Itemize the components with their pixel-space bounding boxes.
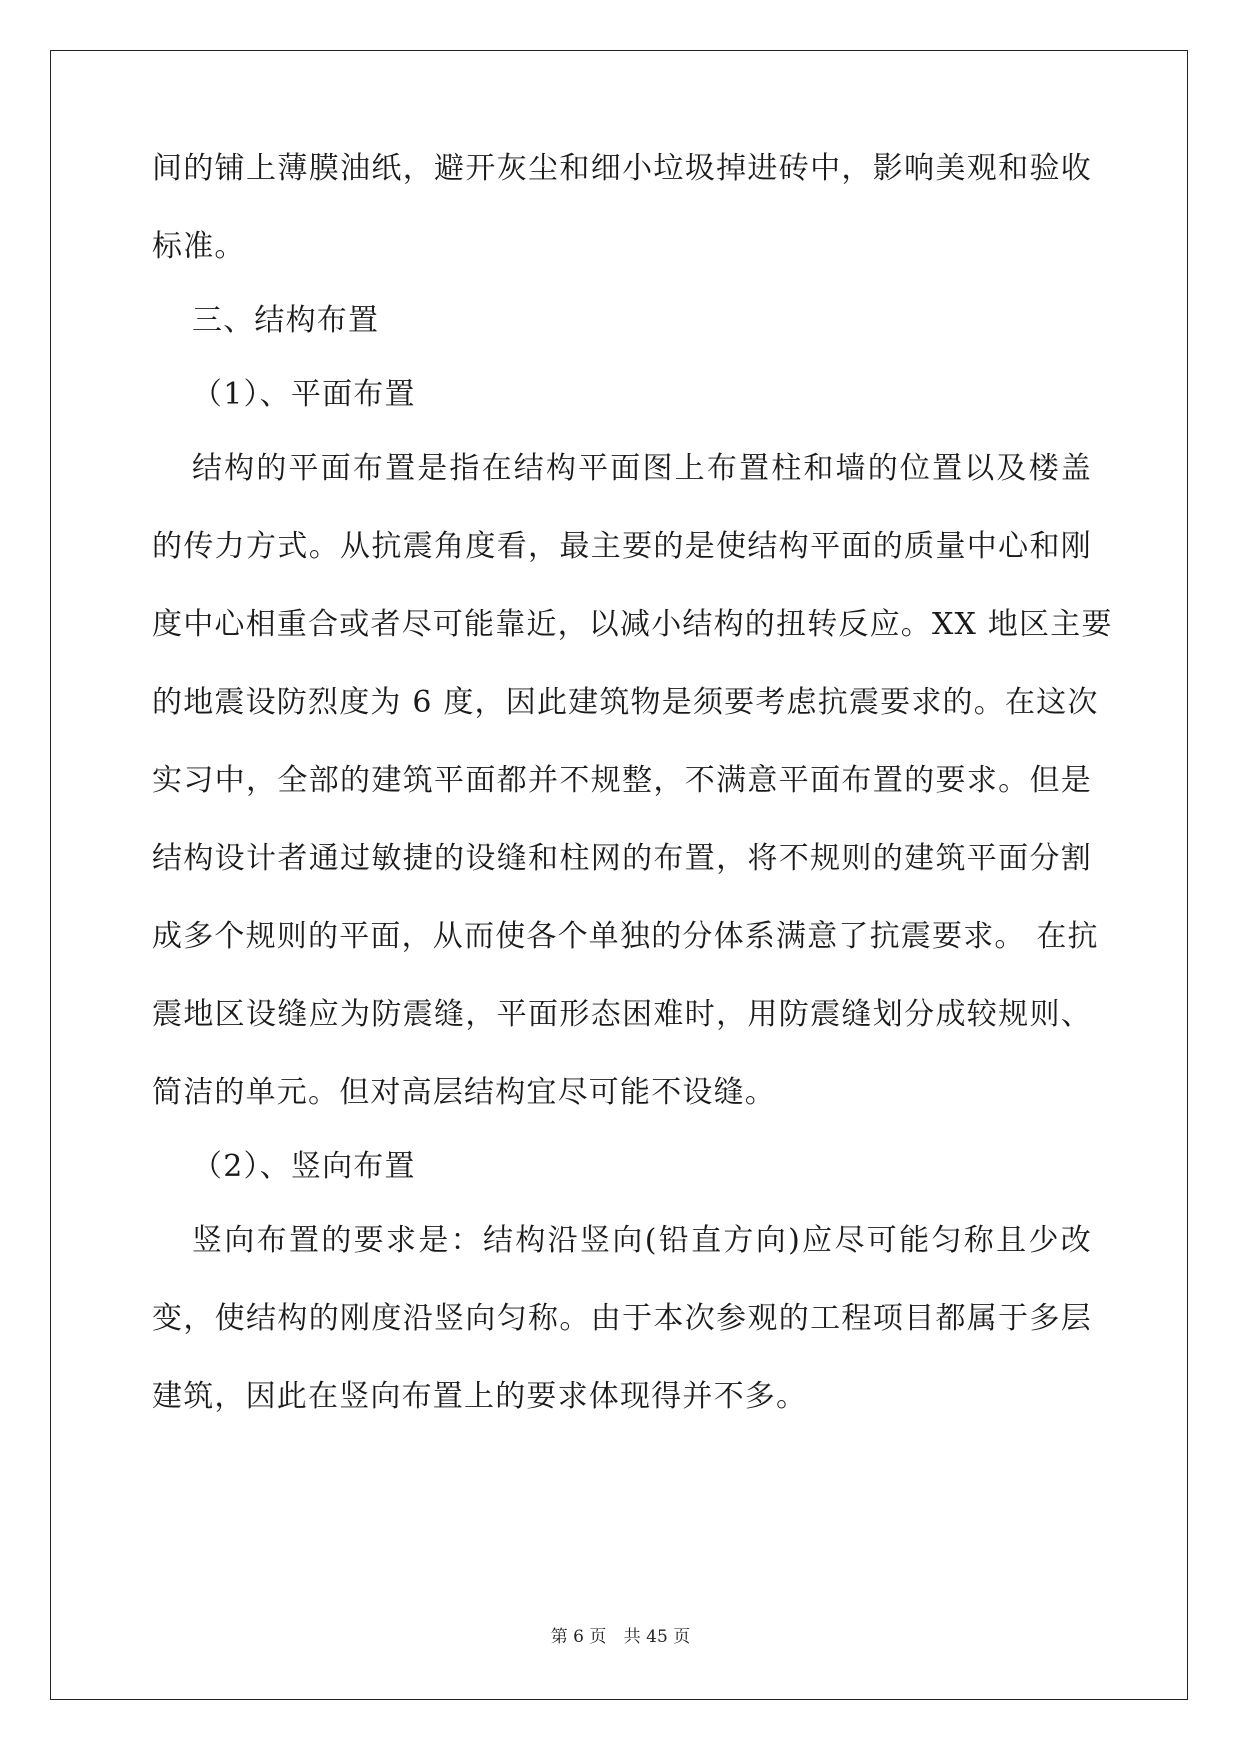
page-number: 第 6 页: [550, 1627, 607, 1647]
paragraph-line: 结构的平面布置是指在结构平面图上布置柱和墙的位置以及楼盖: [192, 451, 1092, 486]
paragraph-line: 的传力方式。从抗震角度看，最主要的是使结构平面的质量中心和刚: [152, 529, 1092, 564]
subsection-heading: （1）、平面布置: [192, 377, 416, 412]
paragraph-line: 简洁的单元。但对高层结构宜尽可能不设缝。: [152, 1075, 776, 1110]
subsection-heading: （2）、竖向布置: [192, 1149, 416, 1184]
page-footer: [0, 1622, 1241, 1647]
paragraph-line: 建筑，因此在竖向布置上的要求体现得并不多。: [152, 1379, 808, 1414]
paragraph-line: 度中心相重合或者尽可能靠近，以减小结构的扭转反应。XX 地区主要: [152, 607, 1113, 642]
paragraph-line: 震地区设缝应为防震缝，平面形态困难时，用防震缝划分成较规则、: [152, 997, 1092, 1032]
paragraph-line: 变，使结构的刚度沿竖向匀称。由于本次参观的工程项目都属于多层: [152, 1301, 1092, 1336]
section-heading: 三、结构布置: [192, 303, 380, 338]
paragraph-line: 标准。: [152, 229, 246, 264]
paragraph-line: 的地震设防烈度为 6 度，因此建筑物是须要考虑抗震要求的。在这次: [152, 685, 1099, 720]
paragraph-line: 竖向布置的要求是：结构沿竖向(铅直方向)应尽可能匀称且少改: [192, 1223, 1092, 1258]
paragraph-line: 实习中，全部的建筑平面都并不规整，不满意平面布置的要求。但是: [152, 763, 1092, 798]
paragraph-line: 成多个规则的平面，从而使各个单独的分体系满意了抗震要求。 在抗: [152, 919, 1099, 954]
paragraph-line: 结构设计者通过敏捷的设缝和柱网的布置，将不规则的建筑平面分割: [152, 841, 1092, 876]
total-pages: 共 45 页: [623, 1627, 691, 1647]
paragraph-line: 间的铺上薄膜油纸，避开灰尘和细小垃圾掉进砖中，影响美观和验收: [152, 151, 1092, 186]
